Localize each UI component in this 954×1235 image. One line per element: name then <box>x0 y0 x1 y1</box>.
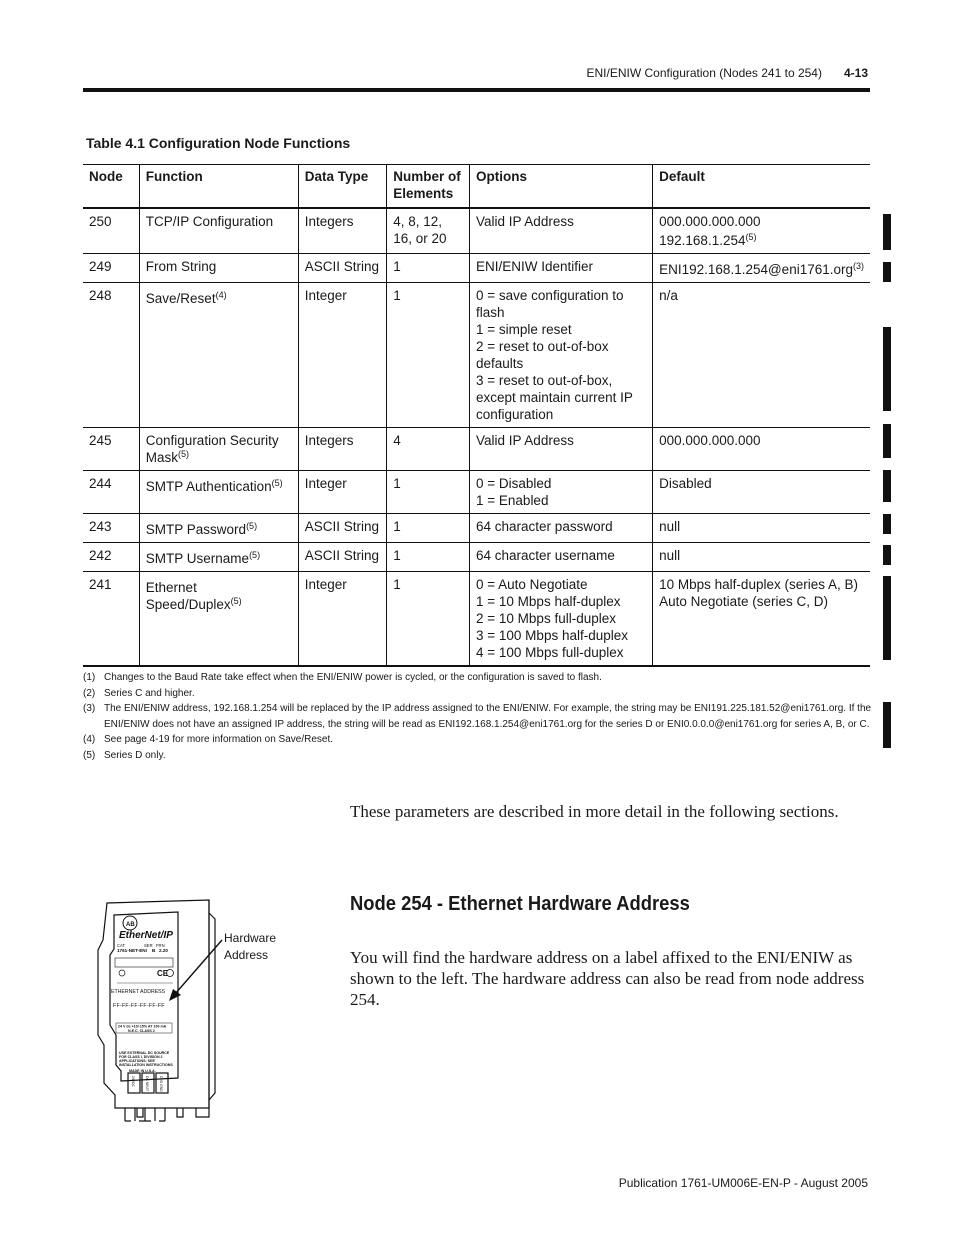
node-cell: 242 <box>83 543 139 572</box>
footnote-ref: (4) <box>215 290 227 300</box>
change-bar <box>883 702 891 748</box>
svg-text:USE EXTERNAL DC SOURCE: USE EXTERNAL DC SOURCE <box>119 1051 170 1055</box>
node-cell: 241 <box>83 572 139 667</box>
data-type-cell: Integers <box>298 208 386 254</box>
footnote: (5) Series D only. <box>83 749 166 761</box>
table-header-row <box>83 165 870 209</box>
svg-text:SER: SER <box>144 943 153 948</box>
running-title: ENI/ENIW Configuration (Nodes 241 to 254) <box>586 66 822 80</box>
function-text: SMTP Password <box>145 522 247 537</box>
ethernet-address-value: FF-FF-FF-FF-FF-FF <box>113 1003 165 1009</box>
option-line: 2 = reset to out-of-box defaults <box>476 339 609 371</box>
elements-cell: 1 <box>387 514 470 543</box>
option-line: 0 = save configuration to flash <box>476 288 624 320</box>
elements-cell: 4 <box>387 428 470 471</box>
option-line: Valid IP Address <box>476 433 574 448</box>
column-header-function: Function <box>139 165 298 209</box>
configuration-node-table <box>83 164 870 667</box>
change-bar <box>883 424 891 458</box>
barcode <box>115 958 173 967</box>
data-type-cell: ASCII String <box>298 514 386 543</box>
elements-cell: 1 <box>387 283 470 428</box>
default-line: ENI192.168.1.254@eni1761.org$^{(3)}$ <box>659 261 864 277</box>
table-row <box>83 471 870 514</box>
svg-text:CAT: CAT <box>117 943 126 948</box>
svg-text:1761-NET-ENI: 1761-NET-ENI <box>117 948 147 953</box>
node-cell: 250 <box>83 208 139 254</box>
function-text: From String <box>145 259 217 274</box>
options-cell <box>470 428 653 471</box>
function-cell <box>139 283 298 428</box>
option-line: 64 character password <box>476 519 613 534</box>
svg-text:AB: AB <box>126 922 135 928</box>
elements-cell: 1 <box>387 471 470 514</box>
footnote: (3) The ENI/ENIW address, 192.168.1.254 will be replaced by the IP address assigned to the ENI/ENIW. For example, the string may be ENI191.225.181.52@eni1761.org. If the ENI/ENIW does not have an assigned IP address, the string will be read as ENI192.168.1.254@eni1761.org for the series D or ENI0.0.0.0@eni1761.org for series A, B, or C. <box>83 703 872 730</box>
table-row <box>83 543 870 572</box>
function-cell <box>139 572 298 667</box>
node-cell: 243 <box>83 514 139 543</box>
change-bar <box>883 214 891 250</box>
footnote-ref: (5) <box>178 449 190 459</box>
svg-text:2.20: 2.20 <box>159 948 168 953</box>
footnote-ref: (5) <box>230 596 242 606</box>
footnote-ref: (5) <box>249 550 261 560</box>
svg-text:MADE IN U.S.A.: MADE IN U.S.A. <box>129 1069 156 1073</box>
eni-module-illustration <box>95 895 315 1130</box>
function-cell <box>139 514 298 543</box>
svg-text:N.E.C. CLASS 2: N.E.C. CLASS 2 <box>128 1029 155 1033</box>
change-bar <box>883 545 891 565</box>
function-cell <box>139 254 298 283</box>
svg-text:B: B <box>152 948 156 953</box>
options-cell <box>470 514 653 543</box>
option-line: 1 = 10 Mbps half-duplex <box>476 594 621 609</box>
options-cell <box>470 572 653 667</box>
column-header-options: Options <box>470 165 653 209</box>
node-cell: 249 <box>83 254 139 283</box>
header-rule <box>83 88 870 92</box>
column-header-data-type: Data Type <box>298 165 386 209</box>
options-cell <box>470 254 653 283</box>
default-line: Auto Negotiate (series C, D) <box>659 594 828 609</box>
default-cell: null <box>653 514 870 543</box>
table-row <box>83 428 870 471</box>
svg-text:24 V dc +10/-15% AT 100 mA: 24 V dc +10/-15% AT 100 mA <box>118 1024 167 1029</box>
running-header <box>587 66 868 80</box>
footnote-ref: (5) <box>271 478 283 488</box>
svg-text:24VDC: 24VDC <box>131 1076 135 1087</box>
table-row <box>83 283 870 428</box>
function-text: Save/Reset <box>145 291 216 306</box>
footnote-ref: (5) <box>745 232 757 242</box>
footnote: (2) Series C and higher. <box>83 687 195 699</box>
data-type-cell: Integer <box>298 572 386 667</box>
footnote-ref: (3) <box>853 261 864 271</box>
option-line: 4 = 100 Mbps full-duplex <box>476 645 624 660</box>
column-header-default: Default <box>653 165 870 209</box>
function-cell <box>139 471 298 514</box>
option-line: ENI/ENIW Identifier <box>476 259 594 274</box>
section-heading: Node 254 - Ethernet Hardware Address <box>350 893 690 915</box>
option-line: 2 = 10 Mbps full-duplex <box>476 611 616 626</box>
elements-cell: 1 <box>387 543 470 572</box>
function-cell <box>139 428 298 471</box>
svg-text:APPLICATIONS: SEE: APPLICATIONS: SEE <box>119 1059 155 1063</box>
arrowhead-icon <box>169 989 181 1001</box>
node-cell: 244 <box>83 471 139 514</box>
change-bar <box>883 262 891 282</box>
option-line: Valid IP Address <box>476 214 574 229</box>
svg-text:FOR CLASS I, DIVISION 2: FOR CLASS I, DIVISION 2 <box>119 1055 163 1059</box>
option-line: 64 character username <box>476 548 615 563</box>
data-type-cell: ASCII String <box>298 254 386 283</box>
function-cell <box>139 543 298 572</box>
publication-footer: Publication 1761-UM006E-EN-P - August 2005 <box>618 1176 868 1190</box>
default-cell: Disabled <box>653 471 870 514</box>
column-header-number-of-elements: Number of Elements <box>387 165 470 209</box>
option-line: 1 = Enabled <box>476 493 549 508</box>
function-text: SMTP Authentication <box>145 479 272 494</box>
section-paragraph: You will find the hardware address on a label affixed to the ENI/ENIW as shown to the left. The hardware address can also be read from node address 254. <box>350 948 865 1009</box>
ethernet-address-caption: ETHERNET ADDRESS <box>111 989 166 995</box>
function-cell <box>139 208 298 254</box>
default-line: 10 Mbps half-duplex (series A, B) <box>659 577 858 592</box>
options-cell <box>470 471 653 514</box>
default-cell <box>653 572 870 667</box>
default-cell: null <box>653 543 870 572</box>
table-row <box>83 572 870 667</box>
default-line: 192.168.1.254$^{(5)}$ <box>659 232 757 248</box>
data-type-cell: Integer <box>298 283 386 428</box>
function-text: Ethernet Speed/Duplex <box>145 580 231 612</box>
option-line: 3 = reset to out-of-box, except maintain current IP configuration <box>476 373 633 422</box>
hardware-address-callout: Hardware Address <box>224 931 277 962</box>
options-cell <box>470 208 653 254</box>
table-title: Table 4.1 Configuration Node Functions <box>86 135 351 151</box>
footnote: (4) See page 4-19 for more information on Save/Reset. <box>83 734 334 745</box>
change-bar <box>883 576 891 660</box>
svg-text:DC NEUT: DC NEUT <box>145 1076 149 1092</box>
intro-paragraph: These parameters are described in more detail in the following sections. <box>350 802 839 821</box>
function-text: SMTP Username <box>145 551 250 566</box>
data-type-cell: ASCII String <box>298 543 386 572</box>
option-line: 1 = simple reset <box>476 322 572 337</box>
table-row <box>83 254 870 283</box>
node-cell: 245 <box>83 428 139 471</box>
elements-cell: 1 <box>387 254 470 283</box>
ce-mark-icon: CE <box>157 969 169 978</box>
change-bar <box>883 514 891 534</box>
data-type-cell: Integers <box>298 428 386 471</box>
options-cell <box>470 543 653 572</box>
options-cell <box>470 283 653 428</box>
function-text: TCP/IP Configuration <box>145 214 274 229</box>
table-row <box>83 208 870 254</box>
option-line: 3 = 100 Mbps half-duplex <box>476 628 628 643</box>
data-type-cell: Integer <box>298 471 386 514</box>
svg-text:INSTALLATION INSTRUCTIONS: INSTALLATION INSTRUCTIONS <box>119 1063 173 1067</box>
table-row <box>83 514 870 543</box>
change-bar <box>883 470 891 502</box>
option-line: 0 = Auto Negotiate <box>476 577 588 592</box>
column-header-node: Node <box>83 165 139 209</box>
footnote-ref: (5) <box>246 521 258 531</box>
elements-cell: 1 <box>387 572 470 667</box>
default-cell: n/a <box>653 283 870 428</box>
default-cell <box>653 208 870 254</box>
change-bar <box>883 327 891 411</box>
default-cell <box>653 254 870 283</box>
function-text: Configuration Security Mask <box>145 433 279 465</box>
svg-text:CHS GND: CHS GND <box>159 1076 163 1092</box>
node-cell: 248 <box>83 283 139 428</box>
elements-cell: 4, 8, 12, 16, or 20 <box>387 208 470 254</box>
option-line: 0 = Disabled <box>476 476 552 491</box>
ul-mark-icon <box>119 970 125 976</box>
table-footnotes <box>83 670 873 763</box>
svg-text:FRN: FRN <box>156 943 165 948</box>
page-number: 4-13 <box>843 66 868 80</box>
default-line: 000.000.000.000 <box>659 214 761 229</box>
footnote: (1) Changes to the Baud Rate take effect when the ENI/ENIW power is cycled, or the configuration is saved to flash. <box>83 672 602 683</box>
default-cell: 000.000.000.000 <box>653 428 870 471</box>
ethernet-ip-logo: EtherNet/IP <box>119 930 173 941</box>
